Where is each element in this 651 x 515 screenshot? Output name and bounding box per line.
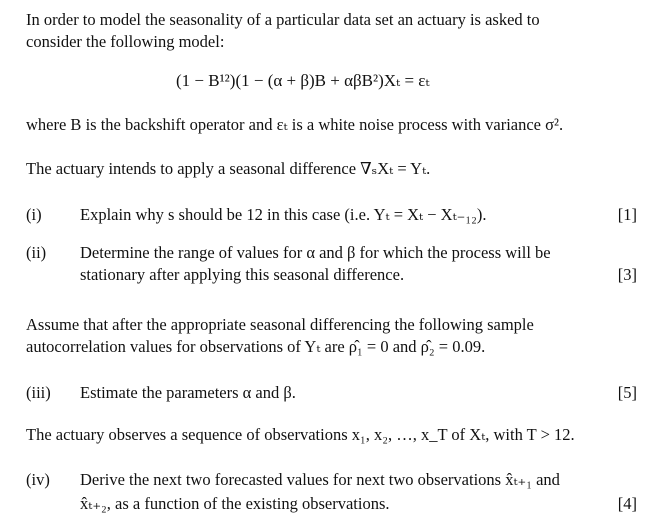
question-number-ii: (ii) <box>26 243 47 262</box>
where-text: where B is the backshift operator and εₜ is a white noise process with variance σ². <box>26 115 564 134</box>
question-iv-text-line-1: Derive the next two forecasted values for next two observations x̂ₜ₊₁ and <box>80 470 560 489</box>
question-iii-text: Estimate the parameters α and β. <box>80 383 296 402</box>
question-iv-marks: [4] <box>617 494 637 513</box>
sample-acf-line-1: Assume that after the appropriate seasonal differencing the following sample <box>26 315 534 334</box>
question-iii-marks: [5] <box>617 383 637 402</box>
question-i-marks: [1] <box>617 205 637 224</box>
question-i-text: Explain why s should be 12 in this case (i.e. Yₜ = Xₜ − Xₜ₋₁₂). <box>80 205 487 224</box>
question-iv-text-line-2: x̂ₜ₊₂, as a function of the existing observations. <box>80 494 390 513</box>
question-number-iv: (iv) <box>26 470 50 489</box>
intro-line-1: In order to model the seasonality of a particular data set an actuary is asked to <box>26 10 540 29</box>
question-number-iii: (iii) <box>26 383 51 402</box>
observations-text: The actuary observes a sequence of observations x₁, x₂, …, x_T of Xₜ, with T > 12. <box>26 425 575 444</box>
model-formula: (1 − B¹²)(1 − (α + β)B + αβB²)Xₜ = εₜ <box>176 71 430 90</box>
question-ii-marks: [3] <box>617 265 637 284</box>
intro-line-2: consider the following model: <box>26 32 225 51</box>
seasonal-difference-text: The actuary intends to apply a seasonal difference ∇ₛXₜ = Yₜ. <box>26 159 431 178</box>
question-ii-text-line-1: Determine the range of values for α and β for which the process will be <box>80 243 551 262</box>
question-ii-text-line-2: stationary after applying this seasonal difference. <box>80 265 405 284</box>
sample-acf-line-2: autocorrelation values for observations of Yₜ are ρ̂₁ = 0 and ρ̂₂ = 0.09. <box>26 337 486 356</box>
question-number-i: (i) <box>26 205 42 224</box>
